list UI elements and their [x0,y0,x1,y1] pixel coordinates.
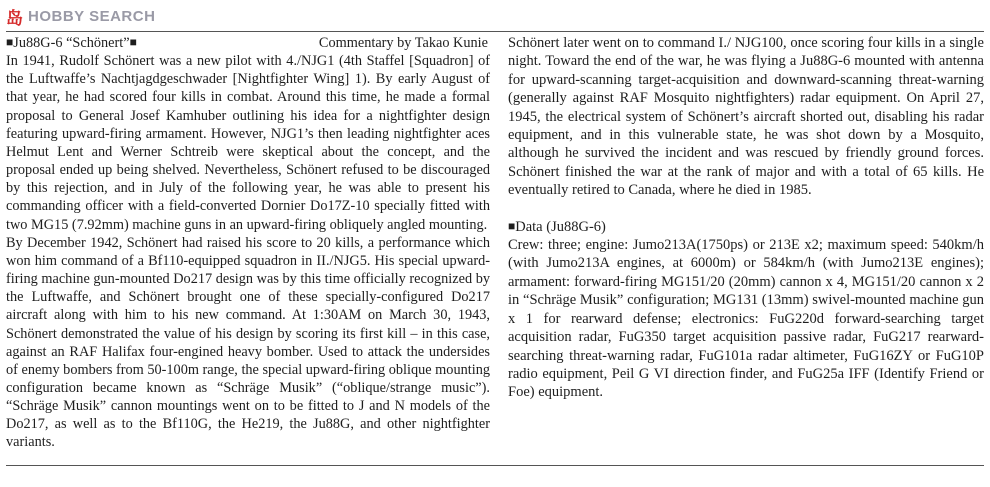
commentary-title: Ju88G-6 “Schönert” [13,35,130,51]
square-bullet-icon: ■ [6,35,14,49]
commentary-paragraph-1: In 1941, Rudolf Schönert was a new pilot with 4./NJG1 (4th Staffel [Squadron] of the Luftwaffe’s Nachtjagdgeschwader [Nightfighter Wing] 1). By early August of that year, he had scored four kills in combat. Around this time, he made a formal proposal to General Josef Kamhuber outlining his idea for a nightfighter design featuring upward-firing armament. However, NJG1’s then leading nightfighter aces Helmut Lent and Werner Schtreib were skeptical about the concept, and the proposal ended up being shelved. Nevertheless, Schönert refused to be discouraged by this rejection, and in July of the following year, he was able to present his commanding officer with a field-converted Dornier Do17Z-10 specially fitted with two MG15 (7.92mm) machine guns in an upward-firing obliquely angled mounting. [6,53,490,233]
commentary-paragraph-3: Schönert later went on to command I./ NJG100, once scoring four kills in a single night. Toward the end of the war, he was flying a Ju88G-6 mounted with antenna for upward-scanning target-acquisition and downward-scanning threat-warning (generally against RAF Mosquito nightfighters) radar equipment. On April 27, 1945, the electrical system of Schönert’s aircraft shorted out, disabling his radar equipment, and in this vulnerable state, he was shot down by a Mosquito, although he survived the incident and was rescued by friendly ground forces. Schönert finished the war at the rank of major and with a total of 65 kills. He eventually retired to Canada, where he died in 1985. [508,35,984,199]
watermark-text: HOBBY SEARCH [28,8,156,25]
data-title: Data (Ju88G-6) [515,218,606,235]
data-body: Crew: three; engine: Jumo213A(1750ps) or 213E x2; maximum speed: 540km/h (with Jumo213A engines, at 6000m) or 584km/h (with Jumo213E engines); armament: forward-firing MG151/20 (20mm) cannon x 4, MG151/20 cannon x 2 in “Schräge Musik” configuration; MG131 (13mm) swivel-mounted machine gun x 1 for rearward defense; electronics: FuG220d forward-searching target acquisition radar, FuG350 target acquisition passive radar, FuG217 rearward-searching threat-warning radar, FuG101a radar altimeter, FuG16ZY or FuG10P radio equipment, Peil G VI direction finder, and FuG25a IFF (Identify Friend or Foe) equipment. [508,237,984,401]
right-column [508,34,984,402]
commentary-credit: Commentary by Takao Kunie [318,35,488,51]
commentary-header [6,34,490,52]
square-bullet-icon: ■ [508,218,516,233]
top-rule [6,31,984,32]
commentary-paragraph-2: By December 1942, Schönert had raised his score to 20 kills, a performance which won him command of a Bf110-equipped squadron in II./NJG5. His special upward-firing machine gun-mounted Do217 design was by this time officially recognized by the Luftwaffe, and Schönert brought one of these specially-configured Do217 aircraft along with him to his new command. At 1:30AM on March 30, 1943, Schönert demonstrated the value of his design by scoring its first kill – in this case, against an RAF Halifax four-engined heavy bomber. Used to attack the undersides of enemy bombers from 50-100m range, the special upward-firing oblique mounting configuration became known as “Schräge Musik” (“oblique/strange music”). “Schräge Musik” cannon mountings went on to be fitted to J and N models of the Do217, as well as to the Bf110G, the He219, the Ju88G, and other nightfighter variants. [6,234,490,451]
data-heading [508,218,984,236]
section-gap [508,200,984,218]
watermark-logo: 岛 [6,9,24,29]
commentary-heading [6,34,137,52]
square-bullet-icon: ■ [129,35,137,49]
bottom-rule [6,465,984,466]
watermark [6,4,155,29]
commentary-column [6,34,490,452]
